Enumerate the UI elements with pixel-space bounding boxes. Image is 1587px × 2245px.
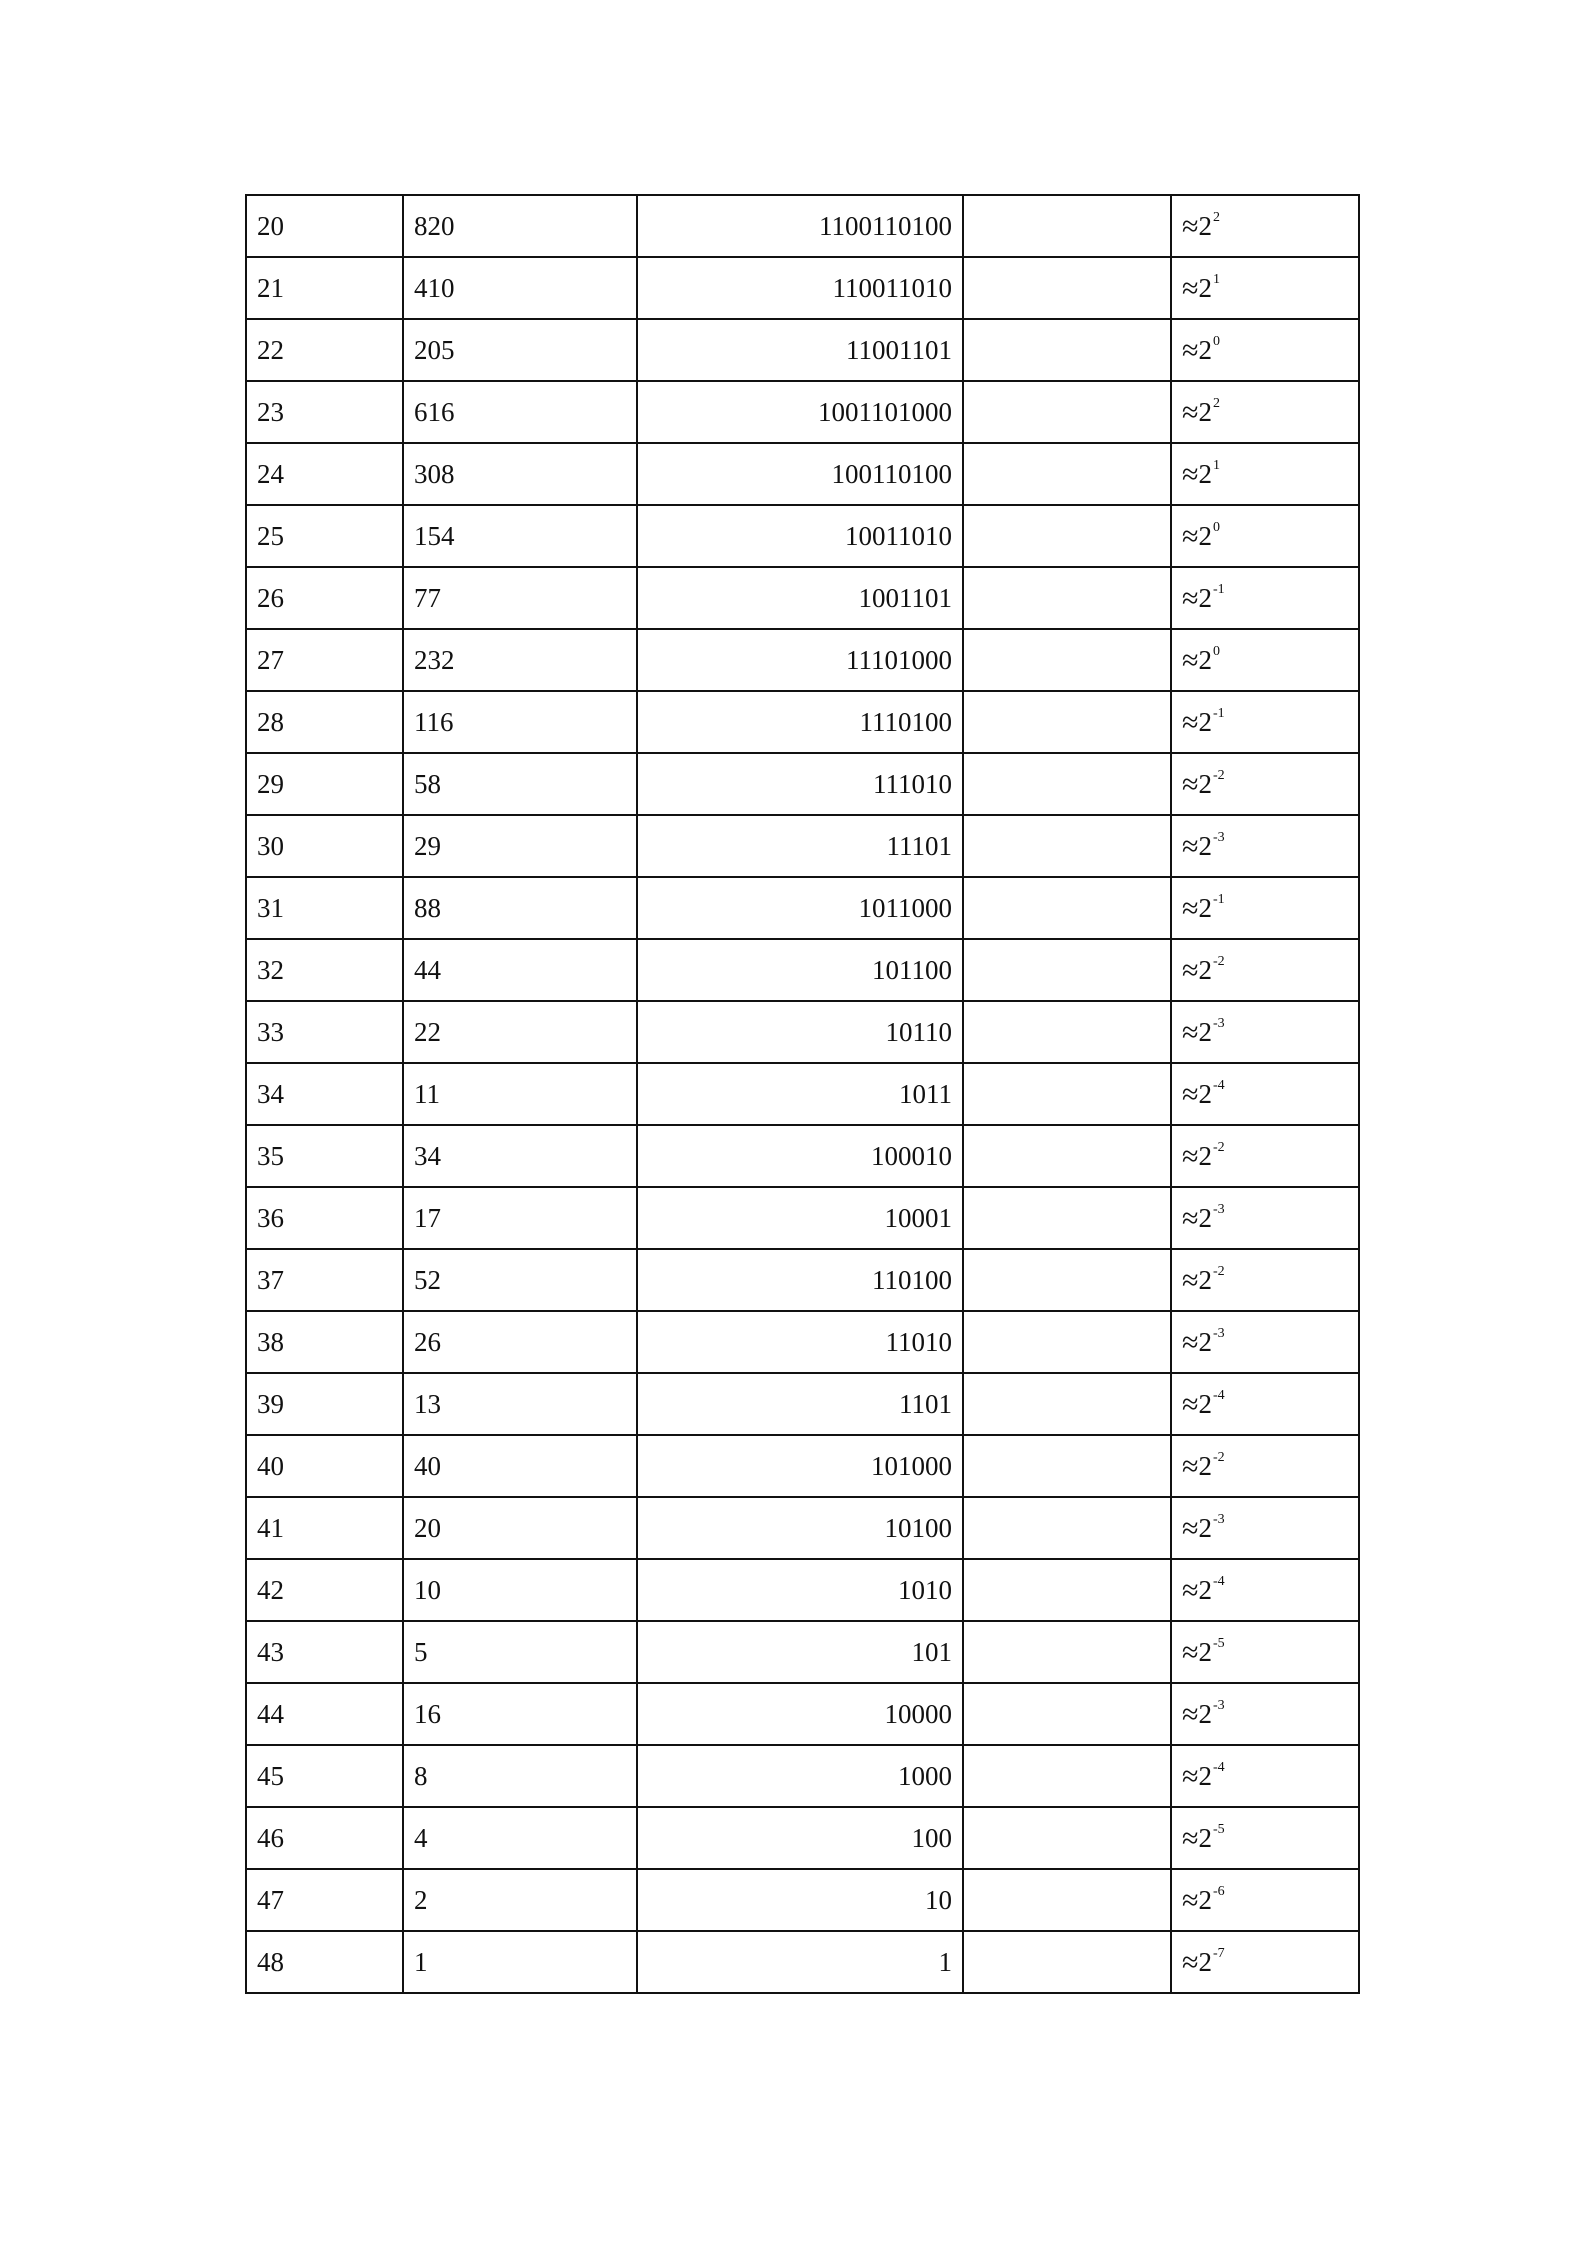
empty-cell (963, 753, 1171, 815)
decimal-value-cell: 2 (403, 1869, 637, 1931)
binary-value-cell: 10001 (637, 1187, 963, 1249)
approx-symbol: ≈ (1182, 272, 1199, 305)
power-exponent: -4 (1212, 1078, 1225, 1093)
table-row (246, 1869, 1359, 1931)
table-row (246, 1683, 1359, 1745)
approximation-cell (1171, 1683, 1359, 1745)
approximation-cell (1171, 381, 1359, 443)
decimal-value-cell: 44 (403, 939, 637, 1001)
row-index-cell: 45 (246, 1745, 403, 1807)
binary-value-cell: 100110100 (637, 443, 963, 505)
approx-symbol: ≈ (1182, 1760, 1199, 1793)
approximation-cell (1171, 505, 1359, 567)
binary-value-cell: 1011 (637, 1063, 963, 1125)
empty-cell (963, 505, 1171, 567)
empty-cell (963, 381, 1171, 443)
row-index-cell: 31 (246, 877, 403, 939)
power-exponent: -3 (1212, 830, 1225, 845)
approximation-cell (1171, 815, 1359, 877)
approx-symbol: ≈ (1182, 458, 1199, 491)
decimal-value-cell: 8 (403, 1745, 637, 1807)
power-exponent: -1 (1212, 582, 1225, 597)
approximation-cell (1171, 939, 1359, 1001)
decimal-value-cell: 154 (403, 505, 637, 567)
empty-cell (963, 1187, 1171, 1249)
empty-cell (963, 691, 1171, 753)
power-exponent: -4 (1212, 1574, 1225, 1589)
power-base: 2 (1198, 1761, 1212, 1791)
approx-symbol: ≈ (1182, 1822, 1199, 1855)
empty-cell (963, 815, 1171, 877)
binary-value-cell: 1110100 (637, 691, 963, 753)
decimal-value-cell: 34 (403, 1125, 637, 1187)
binary-value-cell: 100010 (637, 1125, 963, 1187)
row-index-cell: 21 (246, 257, 403, 319)
binary-value-cell: 11001101 (637, 319, 963, 381)
decimal-value-cell: 1 (403, 1931, 637, 1993)
row-index-cell: 35 (246, 1125, 403, 1187)
table-row (246, 939, 1359, 1001)
approximation-cell (1171, 753, 1359, 815)
row-index-cell: 42 (246, 1559, 403, 1621)
decimal-value-cell: 52 (403, 1249, 637, 1311)
approximation-cell (1171, 691, 1359, 753)
power-exponent: -1 (1212, 706, 1225, 721)
table-row (246, 1063, 1359, 1125)
approx-symbol: ≈ (1182, 1140, 1199, 1173)
binary-value-cell: 110100 (637, 1249, 963, 1311)
decimal-value-cell: 17 (403, 1187, 637, 1249)
table-row (246, 1001, 1359, 1063)
row-index-cell: 39 (246, 1373, 403, 1435)
power-base: 2 (1198, 1017, 1212, 1047)
empty-cell (963, 877, 1171, 939)
approximation-cell (1171, 195, 1359, 257)
power-base: 2 (1198, 1389, 1212, 1419)
decimal-value-cell: 232 (403, 629, 637, 691)
approx-symbol: ≈ (1182, 1636, 1199, 1669)
row-index-cell: 23 (246, 381, 403, 443)
empty-cell (963, 1683, 1171, 1745)
decimal-value-cell: 10 (403, 1559, 637, 1621)
power-base: 2 (1198, 1327, 1212, 1357)
power-base: 2 (1198, 1699, 1212, 1729)
power-base: 2 (1198, 1451, 1212, 1481)
power-base: 2 (1198, 1637, 1212, 1667)
row-index-cell: 27 (246, 629, 403, 691)
power-base: 2 (1198, 1885, 1212, 1915)
binary-value-cell: 110011010 (637, 257, 963, 319)
empty-cell (963, 1435, 1171, 1497)
binary-value-cell: 111010 (637, 753, 963, 815)
empty-cell (963, 1311, 1171, 1373)
approximation-cell (1171, 443, 1359, 505)
table-row (246, 381, 1359, 443)
approximation-cell (1171, 1311, 1359, 1373)
approx-symbol: ≈ (1182, 892, 1199, 925)
binary-value-cell: 101 (637, 1621, 963, 1683)
empty-cell (963, 1807, 1171, 1869)
empty-cell (963, 195, 1171, 257)
binary-value-cell: 11101 (637, 815, 963, 877)
empty-cell (963, 1373, 1171, 1435)
power-base: 2 (1198, 1141, 1212, 1171)
row-index-cell: 34 (246, 1063, 403, 1125)
binary-value-cell: 1 (637, 1931, 963, 1993)
approx-symbol: ≈ (1182, 520, 1199, 553)
table-row (246, 629, 1359, 691)
row-index-cell: 37 (246, 1249, 403, 1311)
binary-value-cell: 100 (637, 1807, 963, 1869)
binary-value-cell: 1000 (637, 1745, 963, 1807)
approx-symbol: ≈ (1182, 210, 1199, 243)
approximation-cell (1171, 319, 1359, 381)
approx-symbol: ≈ (1182, 1450, 1199, 1483)
approximation-cell (1171, 1807, 1359, 1869)
binary-value-cell: 1011000 (637, 877, 963, 939)
power-base: 2 (1198, 397, 1212, 427)
power-exponent: -3 (1212, 1512, 1225, 1527)
row-index-cell: 22 (246, 319, 403, 381)
power-base: 2 (1198, 1513, 1212, 1543)
power-base: 2 (1198, 1079, 1212, 1109)
decimal-value-cell: 16 (403, 1683, 637, 1745)
approx-symbol: ≈ (1182, 1016, 1199, 1049)
power-base: 2 (1198, 459, 1212, 489)
approx-symbol: ≈ (1182, 1574, 1199, 1607)
table-row (246, 1125, 1359, 1187)
power-base: 2 (1198, 1575, 1212, 1605)
decimal-value-cell: 116 (403, 691, 637, 753)
row-index-cell: 24 (246, 443, 403, 505)
row-index-cell: 25 (246, 505, 403, 567)
approximation-cell (1171, 1559, 1359, 1621)
decimal-value-cell: 77 (403, 567, 637, 629)
binary-value-cell: 1101 (637, 1373, 963, 1435)
approx-symbol: ≈ (1182, 830, 1199, 863)
binary-value-cell: 10100 (637, 1497, 963, 1559)
empty-cell (963, 629, 1171, 691)
table-row (246, 1435, 1359, 1497)
approx-symbol: ≈ (1182, 334, 1199, 367)
decimal-value-cell: 410 (403, 257, 637, 319)
approximation-cell (1171, 1249, 1359, 1311)
data-table (245, 194, 1360, 1994)
decimal-value-cell: 308 (403, 443, 637, 505)
table-row (246, 195, 1359, 257)
empty-cell (963, 1869, 1171, 1931)
power-exponent: 0 (1212, 520, 1220, 535)
power-exponent: -4 (1212, 1760, 1225, 1775)
empty-cell (963, 1249, 1171, 1311)
approximation-cell (1171, 877, 1359, 939)
approx-symbol: ≈ (1182, 768, 1199, 801)
table-row (246, 1187, 1359, 1249)
binary-value-cell: 10011010 (637, 505, 963, 567)
approx-symbol: ≈ (1182, 1326, 1199, 1359)
empty-cell (963, 1125, 1171, 1187)
table-row (246, 319, 1359, 381)
table-row (246, 877, 1359, 939)
row-index-cell: 26 (246, 567, 403, 629)
power-exponent: -1 (1212, 892, 1225, 907)
power-base: 2 (1198, 955, 1212, 985)
binary-value-cell: 10000 (637, 1683, 963, 1745)
approx-symbol: ≈ (1182, 1884, 1199, 1917)
approx-symbol: ≈ (1182, 1512, 1199, 1545)
power-base: 2 (1198, 645, 1212, 675)
power-base: 2 (1198, 211, 1212, 241)
approximation-cell (1171, 567, 1359, 629)
approximation-cell (1171, 1063, 1359, 1125)
approx-symbol: ≈ (1182, 1078, 1199, 1111)
empty-cell (963, 1931, 1171, 1993)
power-base: 2 (1198, 707, 1212, 737)
approximation-cell (1171, 629, 1359, 691)
power-exponent: 0 (1212, 644, 1220, 659)
row-index-cell: 32 (246, 939, 403, 1001)
power-exponent: -3 (1212, 1016, 1225, 1031)
table-row (246, 1311, 1359, 1373)
power-exponent: 1 (1212, 458, 1220, 473)
approx-symbol: ≈ (1182, 706, 1199, 739)
empty-cell (963, 443, 1171, 505)
binary-value-cell: 11101000 (637, 629, 963, 691)
row-index-cell: 41 (246, 1497, 403, 1559)
power-exponent: -2 (1212, 954, 1225, 969)
power-base: 2 (1198, 769, 1212, 799)
table-row (246, 1559, 1359, 1621)
power-base: 2 (1198, 583, 1212, 613)
power-exponent: -5 (1212, 1822, 1225, 1837)
power-base: 2 (1198, 893, 1212, 923)
power-exponent: -2 (1212, 768, 1225, 783)
power-exponent: 0 (1212, 334, 1220, 349)
binary-value-cell: 10110 (637, 1001, 963, 1063)
row-index-cell: 33 (246, 1001, 403, 1063)
empty-cell (963, 257, 1171, 319)
binary-value-cell: 1100110100 (637, 195, 963, 257)
power-exponent: 1 (1212, 272, 1220, 287)
power-exponent: 2 (1212, 396, 1220, 411)
empty-cell (963, 319, 1171, 381)
power-exponent: -2 (1212, 1450, 1225, 1465)
approx-symbol: ≈ (1182, 1698, 1199, 1731)
power-base: 2 (1198, 1823, 1212, 1853)
table-row (246, 1249, 1359, 1311)
power-exponent: -2 (1212, 1264, 1225, 1279)
table-row (246, 1373, 1359, 1435)
approximation-cell (1171, 1187, 1359, 1249)
decimal-value-cell: 820 (403, 195, 637, 257)
row-index-cell: 44 (246, 1683, 403, 1745)
empty-cell (963, 567, 1171, 629)
approx-symbol: ≈ (1182, 644, 1199, 677)
empty-cell (963, 1745, 1171, 1807)
decimal-value-cell: 88 (403, 877, 637, 939)
row-index-cell: 47 (246, 1869, 403, 1931)
binary-value-cell: 101100 (637, 939, 963, 1001)
power-base: 2 (1198, 1203, 1212, 1233)
approx-symbol: ≈ (1182, 1946, 1199, 1979)
power-base: 2 (1198, 521, 1212, 551)
approximation-cell (1171, 1125, 1359, 1187)
row-index-cell: 36 (246, 1187, 403, 1249)
power-exponent: -2 (1212, 1140, 1225, 1155)
approximation-cell (1171, 1621, 1359, 1683)
binary-value-cell: 101000 (637, 1435, 963, 1497)
power-base: 2 (1198, 831, 1212, 861)
power-exponent: 2 (1212, 210, 1220, 225)
approximation-cell (1171, 1745, 1359, 1807)
decimal-value-cell: 5 (403, 1621, 637, 1683)
power-base: 2 (1198, 1947, 1212, 1977)
power-exponent: -7 (1212, 1946, 1225, 1961)
approx-symbol: ≈ (1182, 1264, 1199, 1297)
power-base: 2 (1198, 273, 1212, 303)
row-index-cell: 28 (246, 691, 403, 753)
table-row (246, 1931, 1359, 1993)
decimal-value-cell: 29 (403, 815, 637, 877)
empty-cell (963, 1621, 1171, 1683)
empty-cell (963, 1001, 1171, 1063)
empty-cell (963, 1559, 1171, 1621)
power-exponent: -3 (1212, 1326, 1225, 1341)
binary-value-cell: 1001101000 (637, 381, 963, 443)
decimal-value-cell: 4 (403, 1807, 637, 1869)
power-exponent: -3 (1212, 1698, 1225, 1713)
table-row (246, 1497, 1359, 1559)
power-base: 2 (1198, 335, 1212, 365)
row-index-cell: 46 (246, 1807, 403, 1869)
table-row (246, 1807, 1359, 1869)
decimal-value-cell: 616 (403, 381, 637, 443)
row-index-cell: 43 (246, 1621, 403, 1683)
approximation-cell (1171, 1435, 1359, 1497)
empty-cell (963, 1497, 1171, 1559)
table-row (246, 815, 1359, 877)
binary-value-cell: 1010 (637, 1559, 963, 1621)
row-index-cell: 48 (246, 1931, 403, 1993)
binary-value-cell: 10 (637, 1869, 963, 1931)
table-row (246, 691, 1359, 753)
table-row (246, 257, 1359, 319)
approx-symbol: ≈ (1182, 1388, 1199, 1421)
decimal-value-cell: 40 (403, 1435, 637, 1497)
empty-cell (963, 939, 1171, 1001)
approximation-cell (1171, 1001, 1359, 1063)
row-index-cell: 40 (246, 1435, 403, 1497)
row-index-cell: 29 (246, 753, 403, 815)
power-exponent: -5 (1212, 1636, 1225, 1651)
decimal-value-cell: 20 (403, 1497, 637, 1559)
row-index-cell: 20 (246, 195, 403, 257)
approximation-cell (1171, 1869, 1359, 1931)
approx-symbol: ≈ (1182, 396, 1199, 429)
empty-cell (963, 1063, 1171, 1125)
approx-symbol: ≈ (1182, 582, 1199, 615)
power-exponent: -4 (1212, 1388, 1225, 1403)
decimal-value-cell: 205 (403, 319, 637, 381)
table-row (246, 1621, 1359, 1683)
binary-value-cell: 11010 (637, 1311, 963, 1373)
decimal-value-cell: 13 (403, 1373, 637, 1435)
table-body (246, 195, 1359, 1993)
approximation-cell (1171, 1931, 1359, 1993)
row-index-cell: 30 (246, 815, 403, 877)
decimal-value-cell: 26 (403, 1311, 637, 1373)
table-row (246, 505, 1359, 567)
power-exponent: -6 (1212, 1884, 1225, 1899)
decimal-value-cell: 58 (403, 753, 637, 815)
table-row (246, 1745, 1359, 1807)
row-index-cell: 38 (246, 1311, 403, 1373)
table-row (246, 443, 1359, 505)
approximation-cell (1171, 1373, 1359, 1435)
table-row (246, 567, 1359, 629)
decimal-value-cell: 22 (403, 1001, 637, 1063)
approx-symbol: ≈ (1182, 954, 1199, 987)
approximation-cell (1171, 1497, 1359, 1559)
decimal-value-cell: 11 (403, 1063, 637, 1125)
approx-symbol: ≈ (1182, 1202, 1199, 1235)
table-row (246, 753, 1359, 815)
binary-value-cell: 1001101 (637, 567, 963, 629)
power-exponent: -3 (1212, 1202, 1225, 1217)
approximation-cell (1171, 257, 1359, 319)
power-base: 2 (1198, 1265, 1212, 1295)
